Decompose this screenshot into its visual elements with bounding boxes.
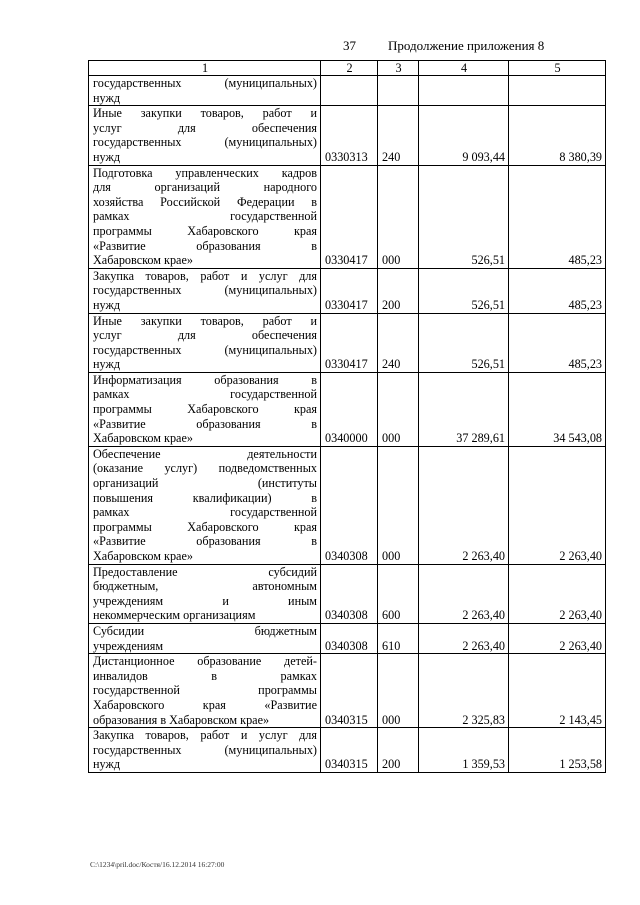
row-expense-type: 240 xyxy=(378,106,419,165)
page-header xyxy=(0,38,640,56)
row-sum-2016: 485,23 xyxy=(509,268,606,313)
file-path-footer: C:\1234\pril.doc/Костя/16.12.2014 16:27:00 xyxy=(90,860,225,869)
row-sum-2016: 2 263,40 xyxy=(509,623,606,653)
row-sum-2015 xyxy=(419,76,509,106)
row-code: 0340315 xyxy=(321,654,378,728)
row-sum-2016: 2 263,40 xyxy=(509,446,606,564)
column-number: 5 xyxy=(509,61,606,76)
column-number: 1 xyxy=(89,61,321,76)
row-expense-type: 000 xyxy=(378,654,419,728)
row-expense-type: 000 xyxy=(378,446,419,564)
row-sum-2015: 2 263,40 xyxy=(419,564,509,623)
row-code: 0340308 xyxy=(321,623,378,653)
row-sum-2016: 34 543,08 xyxy=(509,372,606,446)
row-expense-type: 240 xyxy=(378,313,419,372)
table-row xyxy=(89,446,606,564)
row-sum-2015: 9 093,44 xyxy=(419,106,509,165)
row-code: 0330417 xyxy=(321,165,378,268)
row-sum-2016: 485,23 xyxy=(509,313,606,372)
table-row xyxy=(89,106,606,165)
row-expense-type: 600 xyxy=(378,564,419,623)
row-code: 0330417 xyxy=(321,268,378,313)
row-name: Субсидии бюджетным учреждениям xyxy=(89,623,321,653)
row-expense-type: 000 xyxy=(378,372,419,446)
row-sum-2016: 2 263,40 xyxy=(509,564,606,623)
row-sum-2015: 526,51 xyxy=(419,268,509,313)
row-name: Иные закупки товаров, работ и услуг для обеспечения государственных (муниципальных) нужд xyxy=(89,106,321,165)
column-number-row xyxy=(89,61,606,76)
row-sum-2016: 1 253,58 xyxy=(509,728,606,773)
row-code: 0340308 xyxy=(321,564,378,623)
table-row xyxy=(89,165,606,268)
row-code: 0340000 xyxy=(321,372,378,446)
row-expense-type xyxy=(378,76,419,106)
table-row xyxy=(89,728,606,773)
row-sum-2016 xyxy=(509,76,606,106)
row-expense-type: 610 xyxy=(378,623,419,653)
row-sum-2015: 37 289,61 xyxy=(419,372,509,446)
column-number: 4 xyxy=(419,61,509,76)
row-name: Обеспечение деятельности (оказание услуг) подведомственных организаций (институты повышения квалификации) в рамках государственной программы Хабаровского края «Развитие образования в Хабаровском крае» xyxy=(89,446,321,564)
row-sum-2016: 8 380,39 xyxy=(509,106,606,165)
row-name: государственных (муниципальных) нужд xyxy=(89,76,321,106)
table-row xyxy=(89,654,606,728)
column-number: 2 xyxy=(321,61,378,76)
row-name: Предоставление субсидий бюджетным, автономным учреждениям и иным некоммерческим организациям xyxy=(89,564,321,623)
row-expense-type: 200 xyxy=(378,268,419,313)
row-code xyxy=(321,76,378,106)
row-sum-2015: 2 325,83 xyxy=(419,654,509,728)
column-number: 3 xyxy=(378,61,419,76)
row-name: Закупка товаров, работ и услуг для государственных (муниципальных) нужд xyxy=(89,268,321,313)
row-expense-type: 000 xyxy=(378,165,419,268)
row-code: 0340308 xyxy=(321,446,378,564)
row-name: Дистанционное образование детей- инвалидов в рамках государственной программы Хабаровского края «Развитие образования в Хабаровском крае» xyxy=(89,654,321,728)
table-row xyxy=(89,313,606,372)
table-row xyxy=(89,564,606,623)
row-sum-2015: 2 263,40 xyxy=(419,446,509,564)
row-sum-2016: 2 143,45 xyxy=(509,654,606,728)
row-expense-type: 200 xyxy=(378,728,419,773)
row-sum-2015: 2 263,40 xyxy=(419,623,509,653)
row-name: Информатизация образования в рамках государственной программы Хабаровского края «Развитие образования в Хабаровском крае» xyxy=(89,372,321,446)
table-row xyxy=(89,76,606,106)
table-row xyxy=(89,623,606,653)
row-sum-2015: 526,51 xyxy=(419,313,509,372)
budget-table xyxy=(88,60,606,773)
row-code: 0340315 xyxy=(321,728,378,773)
table-row xyxy=(89,372,606,446)
row-sum-2015: 526,51 xyxy=(419,165,509,268)
continuation-label: Продолжение приложения 8 xyxy=(388,38,545,53)
row-code: 0330313 xyxy=(321,106,378,165)
table-row xyxy=(89,268,606,313)
row-name: Подготовка управленческих кадров для организаций народного хозяйства Российской Федерации в рамках государственной программы Хабаровского края «Развитие образования в Хабаровском крае» xyxy=(89,165,321,268)
row-code: 0330417 xyxy=(321,313,378,372)
row-name: Иные закупки товаров, работ и услуг для обеспечения государственных (муниципальных) нужд xyxy=(89,313,321,372)
row-sum-2015: 1 359,53 xyxy=(419,728,509,773)
row-sum-2016: 485,23 xyxy=(509,165,606,268)
row-name: Закупка товаров, работ и услуг для государственных (муниципальных) нужд xyxy=(89,728,321,773)
page-number: 37 xyxy=(343,38,356,53)
